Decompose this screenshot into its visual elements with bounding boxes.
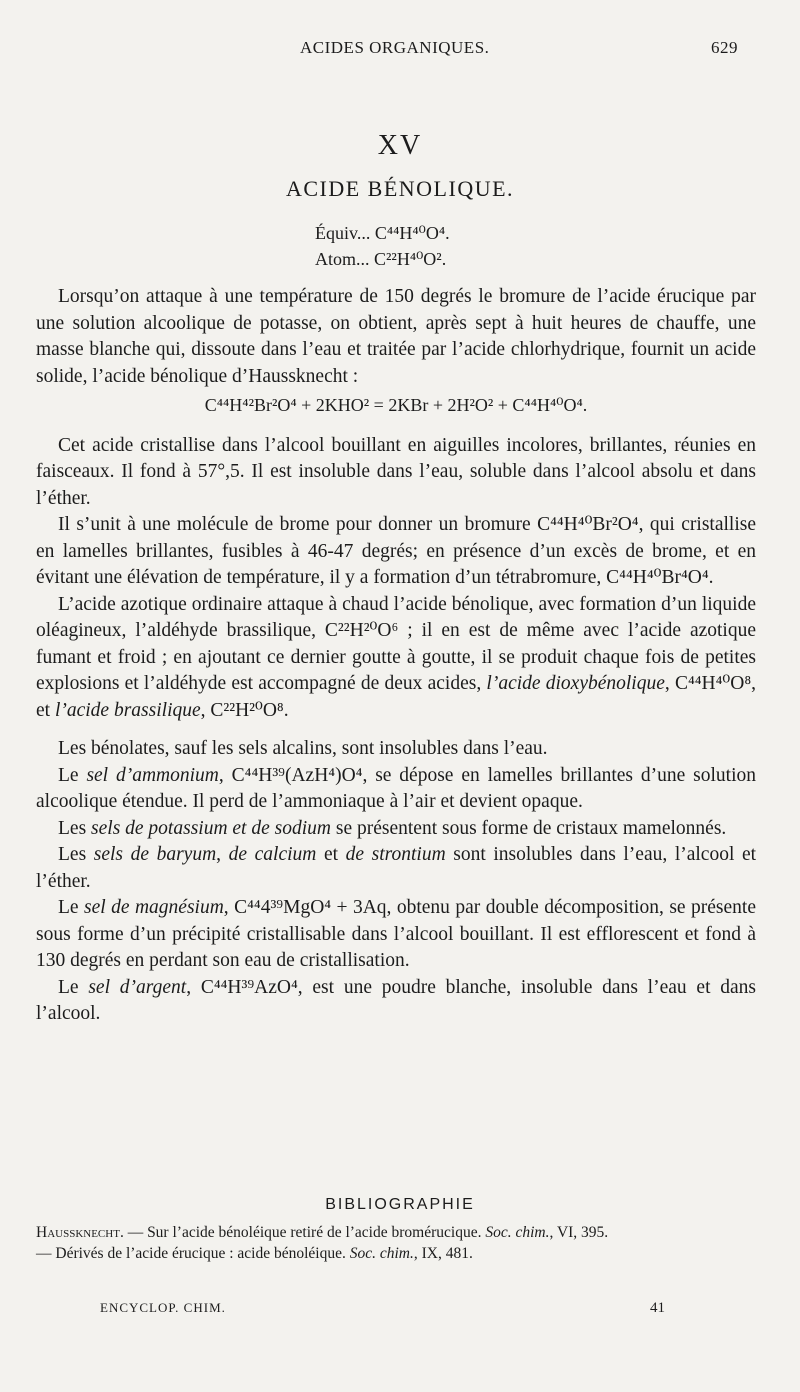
p8-text-c: et <box>316 844 346 865</box>
bibliography-title: BIBLIOGRAPHIE <box>325 1196 475 1213</box>
running-header <box>300 38 738 58</box>
formula-block <box>315 220 450 272</box>
chapter-number: XV <box>377 130 423 161</box>
bib-entry1-text: . — Sur l’acide bénoléique retiré de l’acide bromérucique. <box>119 1224 486 1241</box>
signature-mark: ENCYCLOP. CHIM. <box>100 1300 226 1315</box>
atom-value: C²²H⁴⁰O². <box>374 249 447 269</box>
running-title: ACIDES ORGANIQUES. <box>300 38 490 57</box>
bib-entry2-text: — Dérivés de l’acide érucique : acide bénoléique. <box>36 1245 350 1262</box>
paragraph-10 <box>36 975 756 1028</box>
equiv-value: C⁴⁴H⁴⁰O⁴. <box>374 223 450 243</box>
p4-text-b: , C⁴⁴H⁴⁰O⁸, et <box>36 673 757 721</box>
p6-text-a: Le <box>58 764 87 786</box>
p9-italic: sel de magnésium <box>84 897 224 918</box>
equiv-label: Équiv... <box>315 223 371 243</box>
paragraph-8 <box>36 842 756 895</box>
p8-italic-2: de calcium <box>228 844 317 865</box>
bib-entry2-ref: , IX, 481. <box>413 1245 473 1262</box>
p7-italic: sels de potassium et de sodium <box>91 817 331 839</box>
p4-italic-2: l’acide brassilique <box>54 699 201 721</box>
p6-italic: sel d’ammonium <box>86 764 219 786</box>
p4-text-a: L’acide azotique ordinaire attaque à chaud l’acide bénolique, avec formation d’un liquide oléagineux, l’aldéhyde brassilique, C²²H²⁰O⁶ ; il en est de même avec l’acide azotique fumant et froid ; en ajoutant ce dernier goutte à goutte, il se produit chaque fois de petites explosions et l’aldéhyde est accompagné de deux acides, <box>36 593 756 694</box>
paragraph-1: Lorsqu’on attaque à une température de 150 degrés le bromure de l’acide érucique par une solution alcoolique de potasse, on obtient, après sept à huit heures de chauffe, une masse blanche qui, dissoute dans l’eau et traitée par l’acide chlorhydrique, fournit un acide solide, l’acide bénolique d’Haussknecht : <box>36 286 756 387</box>
p10-text-b: , C⁴⁴H³⁹AzO⁴, est une poudre blanche, insoluble dans l’eau et dans l’alcool. <box>36 976 756 1024</box>
atom-line <box>315 246 450 272</box>
bibliography-entry-2 <box>36 1243 756 1264</box>
p8-italic-1: sels de baryum <box>93 844 217 865</box>
bib-entry2-journal: Soc. chim. <box>349 1245 414 1262</box>
p8-text-a: Les <box>58 844 94 865</box>
p6-text-b: , C⁴⁴H³⁹(AzH⁴)O⁴, se dépose en lamelles brillantes d’une solution alcoolique étendue. Il perd de l’ammoniaque à l’air et devient opaque. <box>36 764 756 812</box>
atom-label: Atom... <box>315 249 370 269</box>
p8-italic-3: de strontium <box>345 844 446 865</box>
bib-entry1-journal: Soc. chim. <box>485 1224 550 1241</box>
bib-entry1-ref: , VI, 395. <box>549 1224 609 1241</box>
paragraph-6 <box>36 763 756 816</box>
page-number: 629 <box>711 38 738 57</box>
p8-text-b: , <box>216 844 229 865</box>
p7-text-b: se présentent sous forme de cristaux mamelonnés. <box>330 817 727 839</box>
paragraph-4 <box>36 592 756 725</box>
body-text <box>36 284 756 1028</box>
paragraph-9 <box>36 895 756 975</box>
chapter-title: ACIDE BÉNOLIQUE. <box>285 176 515 201</box>
paragraph-5: Les bénolates, sauf les sels alcalins, sont insolubles dans l’eau. <box>58 738 548 759</box>
p4-text-c: , C²²H²⁰O⁸. <box>200 699 289 721</box>
reaction-equation: C⁴⁴H⁴²Br²O⁴ + 2KHO² = 2KBr + 2H²O² + C⁴⁴H⁴⁰O⁴. <box>204 395 588 415</box>
p10-text-a: Le <box>58 976 89 998</box>
paragraph-2: Cet acide cristallise dans l’alcool bouillant en aiguilles incolores, brillantes, réunies en faisceaux. Il fond à 57°,5. Il est insoluble dans l’eau, soluble dans l’alcool absolu et dans l’éther. <box>36 434 756 509</box>
p9-text-b: , C⁴⁴4³⁹MgO⁴ + 3Aq, obtenu par double décomposition, se présente sous forme d’un précipité cristallisable dans l’alcool bouillant. Il est efflorescent et fond à 130 degrés en perdant son eau de cristallisation. <box>36 897 756 971</box>
bib-author: Haussknecht <box>36 1224 120 1241</box>
p7-text-a: Les <box>58 817 92 839</box>
paragraph-3: Il s’unit à une molécule de brome pour donner un bromure C⁴⁴H⁴⁰Br²O⁴, qui cristallise en lamelles brillantes, fusibles à 46-47 degrés; en présence d’un excès de brome, et en évitant une élévation de température, il y a formation d’un tétrabromure, C⁴⁴H⁴⁰Br⁴O⁴. <box>36 514 756 588</box>
p9-text-a: Le <box>58 897 85 918</box>
signature-number: 41 <box>650 1300 665 1316</box>
bibliography-entry-1 <box>36 1222 756 1243</box>
p4-italic-1: l’acide dioxybénolique <box>486 673 665 694</box>
equiv-line <box>315 220 450 246</box>
p8-text-d: sont insolubles dans l’eau, l’alcool et l’éther. <box>36 844 757 892</box>
paragraph-7 <box>36 816 756 843</box>
bibliography <box>36 1222 756 1264</box>
p10-italic: sel d’argent <box>88 976 187 998</box>
